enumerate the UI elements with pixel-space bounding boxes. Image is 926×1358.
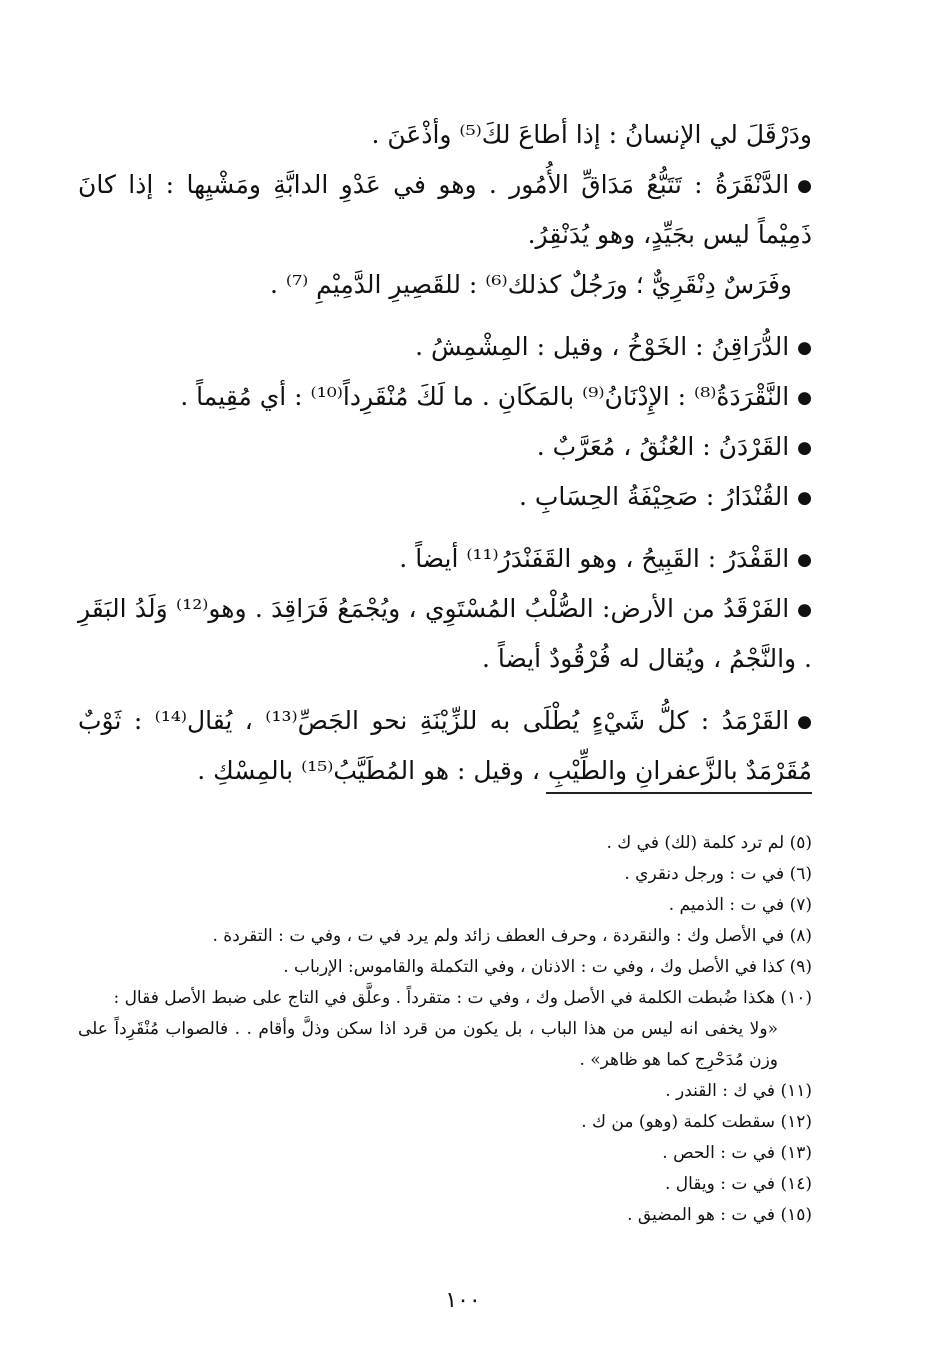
bullet-icon: ● xyxy=(797,550,812,570)
footnote-13: (١٣) في ت : الحص . xyxy=(662,1143,812,1163)
bullet-icon: ● xyxy=(797,712,812,732)
footnote-separator xyxy=(546,792,812,794)
entry-text: القَرْمَدُ : كلُّ شَيْءٍ يُطْلَى به للزِّيْنَةِ نحو الجَصِّ⁽¹³⁾ ، يُقال⁽¹⁴⁾ : ثَوْبٌ مُقَرْمَدٌ بالزَّعفرانِ والطِّيْبِ ، وقيل : هو المُطَيَّبُ⁽¹⁵⁾ بالمِسْكِ . xyxy=(78,706,812,785)
footnote-8: (٨) في الأصل وك : والنقردة ، وحرف العطف زائد ولم يرد في ت ، وفي ت : التقردة . xyxy=(212,926,812,946)
footnote-6: (٦) في ت : ورجل دنقري . xyxy=(624,864,812,884)
entry-qardan xyxy=(78,422,812,472)
footnote-11: (١١) في ك : القندر . xyxy=(665,1081,812,1101)
entry-text: الدُّرَاقِنُ : الخَوْخُ ، وقيل : المِشْمِشُ . xyxy=(415,332,790,361)
footnote-7: (٧) في ت : الذميم . xyxy=(668,895,812,915)
entry-text: القَرْدَنُ : العُنُقُ ، مُعَرَّبٌ . xyxy=(536,432,790,461)
entry-qarmad xyxy=(78,696,812,796)
bullet-icon: ● xyxy=(797,388,812,408)
entry-faras-dinqari xyxy=(78,260,812,310)
footnote-10: (١٠) هكذا ضُبطت الكلمة في الأصل وك ، وفي ت : متقرداً . وعلَّق في التاج على ضبط الأصل فقال : xyxy=(113,988,812,1008)
entry-qundar xyxy=(78,472,812,522)
entry-qafdar xyxy=(78,534,812,584)
footnotes xyxy=(78,828,812,1231)
main-text-body xyxy=(78,110,812,796)
entry-text: الفَرْقَدُ من الأرض: الصُّلْبُ المُسْتَوِي ، ويُجْمَعُ فَرَاقِدَ . وهو⁽¹²⁾ وَلَدُ البَقَرِ . والنَّجْمُ ، ويُقال له فُرْقُودٌ أيضاً . xyxy=(78,594,812,673)
bullet-icon: ● xyxy=(797,438,812,458)
entry-darqal xyxy=(78,110,812,160)
entry-text: النَّقْرَدَةُ⁽⁸⁾ : الإِدْنَانُ⁽⁹⁾ بالمَكَانِ . ما لَكَ مُنْقَرِداً⁽¹⁰⁾ : أي مُقِيماً . xyxy=(180,382,790,411)
footnote-9: (٩) كذا في الأصل وك ، وفي ت : الاذنان ، وفي التكملة والقاموس: الإرباب . xyxy=(283,957,812,977)
entry-danqara xyxy=(78,160,812,260)
bullet-icon: ● xyxy=(797,600,812,620)
entry-naqrada xyxy=(78,372,812,422)
footnote-12: (١٢) سقطت كلمة (وهو) من ك . xyxy=(581,1112,812,1132)
footnote-5: (٥) لم ترد كلمة (لك) في ك . xyxy=(606,833,812,853)
footnote-10-quote: «ولا يخفى انه ليس من هذا الباب ، بل يكون من قرد اذا سكن وذلَّ وأقام . . فالصواب مُنْقَرِداً على وزن مُدَحْرِج كما هو ظاهر» . xyxy=(78,1019,778,1070)
entry-text: القَفْدَرُ : القَبِيحُ ، وهو القَفَنْدَرُ⁽¹¹⁾ أيضاً . xyxy=(399,544,790,573)
footnote-14: (١٤) في ت : ويقال . xyxy=(664,1174,812,1194)
entry-duraqin xyxy=(78,322,812,372)
bullet-icon: ● xyxy=(797,338,812,358)
entry-text: القُنْدَارُ : صَحِيْفَةُ الحِسَابِ . xyxy=(518,482,790,511)
page-number: ١٠٠ xyxy=(445,1288,481,1313)
entry-farqad xyxy=(78,584,812,684)
bullet-icon: ● xyxy=(797,488,812,508)
entry-text: الدَّنْقَرَةُ : تَتَبُّعُ مَدَاقِّ الأُمُور . وهو في عَدْوِ الدابَّةِ ومَشْيِها : إذا كانَ ذَمِيْماً ليس بجَيِّدٍ، وهو يُدَنْقِرُ. xyxy=(78,170,812,249)
bullet-icon: ● xyxy=(797,176,812,196)
entry-text: ودَرْقَلَ لي الإنسانُ : إذا أطاعَ لكَ⁽⁵⁾ وأذْعَنَ . xyxy=(371,120,812,149)
footnote-15: (١٥) في ت : هو المضيق . xyxy=(627,1205,812,1225)
entry-text: وفَرَسٌ دِنْقَرِيٌّ ؛ ورَجُلٌ كذلك⁽⁶⁾ : للقَصِيرِ الدَّمِيْمِ ⁽⁷⁾ . xyxy=(270,270,792,299)
